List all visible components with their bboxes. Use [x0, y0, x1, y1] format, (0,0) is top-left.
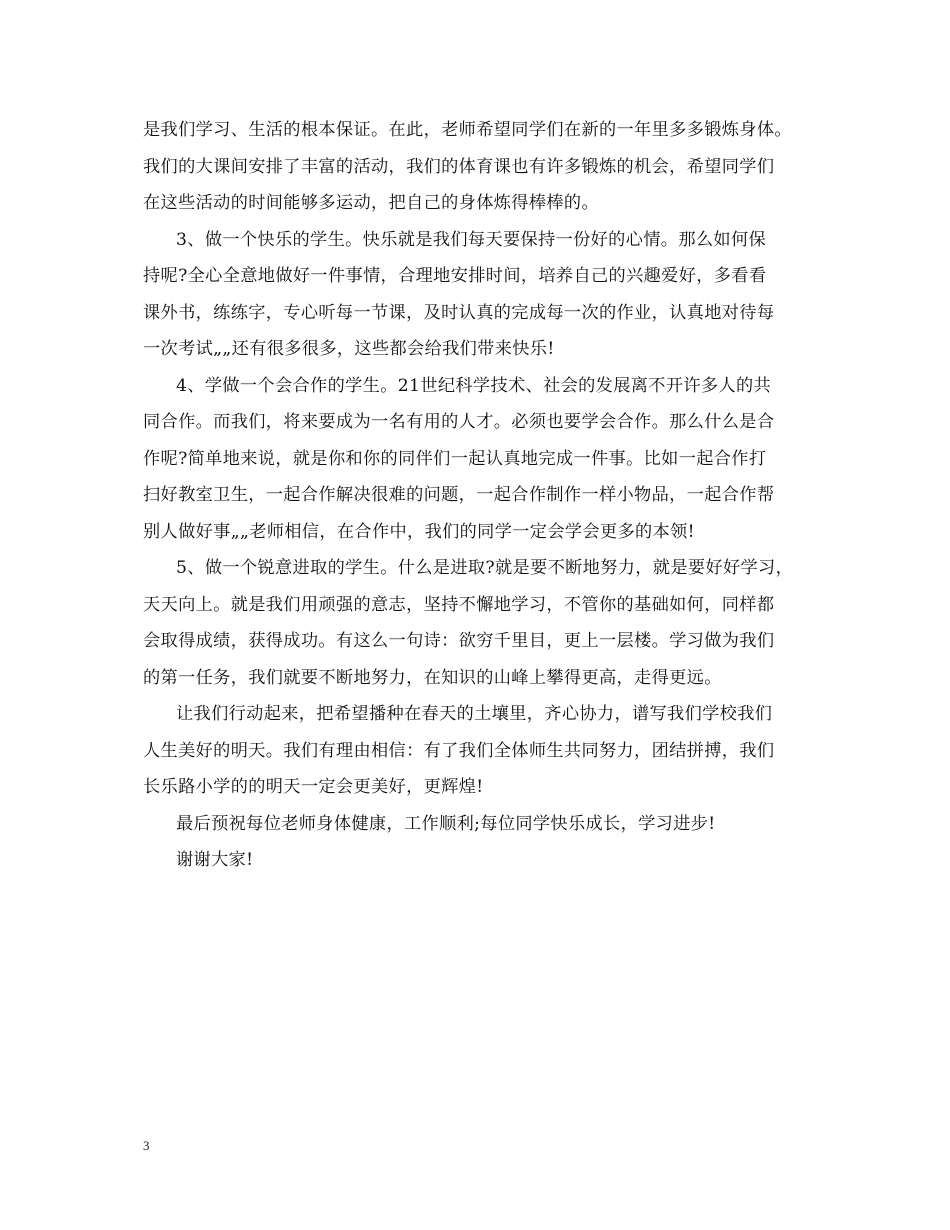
text-line: 我们的大课间安排了丰富的活动，我们的体育课也有许多锻炼的机会，希望同学们 — [143, 156, 775, 177]
text-line: 同合作。而我们，将来要成为一名有用的人才。必须也要学会合作。那么什么是合 — [143, 412, 775, 432]
text-line: 持呢?全心全意地做好一件事情，合理地安排时间，培养自己的兴趣爱好，多看看 — [143, 266, 767, 286]
paragraph-start-line: 4、学做一个会合作的学生。21世纪科学技术、社会的发展离不开许多人的共 — [176, 375, 772, 396]
text-line: 别人做好事„„老师相信，在合作中，我们的同学一定会学会更多的本领! — [143, 521, 695, 542]
text-line: 课外书，练练字，专心听每一节课，及时认真的完成每一次的作业，认真地对待每 — [143, 302, 775, 323]
paragraph-start-line: 让我们行动起来，把希望播种在春天的土壤里，齐心协力，谱写我们学校我们 — [176, 704, 773, 724]
text-line: 人生美好的明天。我们有理由相信：有了我们全体师生共同努力，团结拼搏，我们 — [143, 740, 775, 761]
paragraph-start-line: 最后预祝每位老师身体健康，工作顺利;每位同学快乐成长，学习进步! — [176, 813, 716, 834]
text-line: 在这些活动的时间能够多运动，把自己的身体炼得棒棒的。 — [143, 193, 599, 213]
text-line: 长乐路小学的的明天一定会更美好，更辉煌! — [143, 777, 484, 797]
text-line: 天天向上。就是我们用顽强的意志，坚持不懈地学习，不管你的基础如何，同样都 — [143, 594, 775, 615]
closing-line: 谢谢大家! — [176, 850, 254, 870]
text-line: 作呢?简单地来说，就是你和你的同伴们一起认真地完成一件事。比如一起合作打 — [143, 448, 767, 469]
page-number: 3 — [143, 1138, 150, 1153]
text-line: 是我们学习、生活的根本保证。在此，老师希望同学们在新的一年里多多锻炼身体。 — [143, 120, 792, 140]
document-body — [143, 112, 843, 879]
text-line: 会取得成绩，获得成功。有这么一句诗：欲穷千里目，更上一层楼。学习做为我们 — [143, 631, 775, 651]
text-line: 的第一任务，我们就要不断地努力，在知识的山峰上攀得更高，走得更远。 — [143, 667, 722, 688]
text-line: 扫好教室卫生，一起合作解决很难的问题，一起合作制作一样小物品，一起合作帮 — [143, 485, 775, 505]
text-line: 一次考试„„还有很多很多，这些都会给我们带来快乐! — [143, 339, 555, 359]
paragraph-start-line: 3、做一个快乐的学生。快乐就是我们每天要保持一份好的心情。那么如何保 — [176, 229, 767, 250]
paragraph-start-line: 5、做一个锐意进取的学生。什么是进取?就是要不断地努力，就是要好好学习， — [176, 558, 794, 578]
